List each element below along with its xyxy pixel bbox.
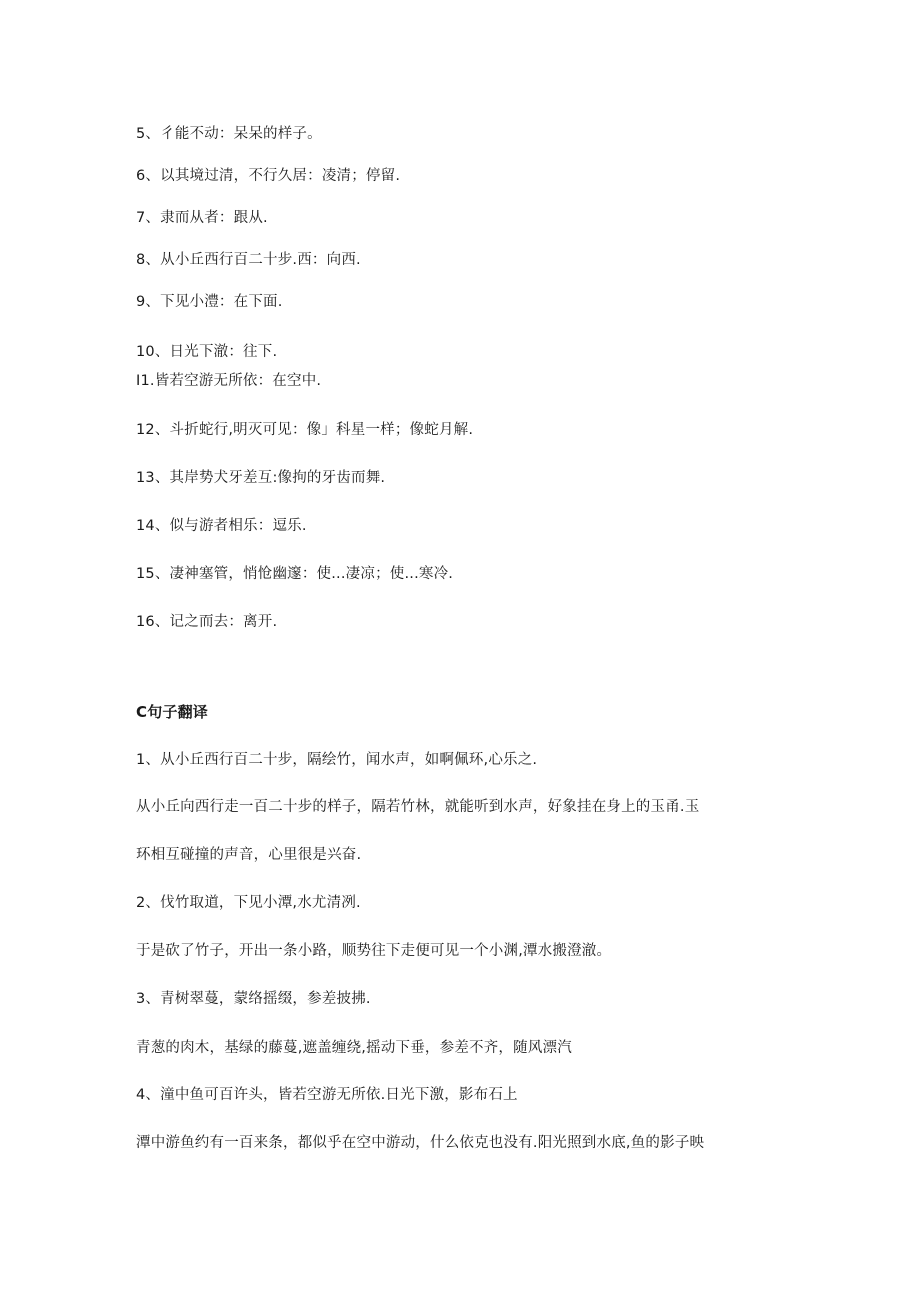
section-heading: C句子翻译: [136, 703, 209, 721]
translation-line: 环相互碰撞的声音，心里很是兴奋.: [136, 847, 362, 863]
translation-line: 青葱的肉木，基绿的藤蔓,遮盖缠绕,摇动下垂，参差不齐，随风漂汽: [136, 1040, 572, 1056]
translation-line: 从小丘向西行走一百二十步的样子，隔若竹林，就能听到水声，好象挂在身上的玉甬.玉: [136, 799, 700, 815]
translation-line: 4、潼中鱼可百许头，皆若空游无所依.日光下激，影布石上: [136, 1087, 518, 1103]
vocab-item-8: 8、从小丘西行百二十步.西：向西.: [136, 252, 361, 268]
translation-line: 于是砍了竹子，开出一条小路，顺势往下走便可见一个小渊,潭水搬澄澈。: [136, 943, 612, 959]
vocab-item-16: 16、记之而去：离开.: [136, 614, 278, 630]
vocab-item-11: I1.皆若空游无所依：在空中.: [136, 373, 322, 389]
vocab-item-15: 15、凄神塞管，悄怆幽邃：使...凄凉；使...寒冷.: [136, 566, 454, 582]
translation-line: 2、伐竹取道，下见小潭,水尤清冽.: [136, 895, 361, 911]
vocab-item-5: 5、彳能不动：呆呆的样子。: [136, 126, 322, 142]
vocab-item-10: 10、日光下澈：往下.: [136, 344, 278, 360]
translation-line: 1、从小丘西行百二十步，隔绘竹，闻水声，如啊佩环,心乐之.: [136, 752, 538, 768]
translation-line: 3、青树翠蔓，蒙络摇缀，参差披拂.: [136, 991, 371, 1007]
vocab-item-14: 14、似与游者相乐：逗乐.: [136, 518, 307, 534]
vocab-item-6: 6、以其境过清，不行久居：凌清；停留.: [136, 168, 401, 184]
translation-line: 潭中游鱼约有一百来条，都似乎在空中游动，什么依克也没有.阳光照到水底,鱼的影子映: [136, 1135, 705, 1151]
vocab-item-9: 9、下见小澧：在下面.: [136, 294, 283, 310]
vocab-item-12: 12、斗折蛇行,明灭可见：像」科星一样；像蛇月解.: [136, 422, 474, 438]
vocab-item-7: 7、隶而从者：跟从.: [136, 210, 268, 226]
vocab-item-13: 13、其岸势犬牙差互:像拘的牙齿而舞.: [136, 470, 386, 486]
